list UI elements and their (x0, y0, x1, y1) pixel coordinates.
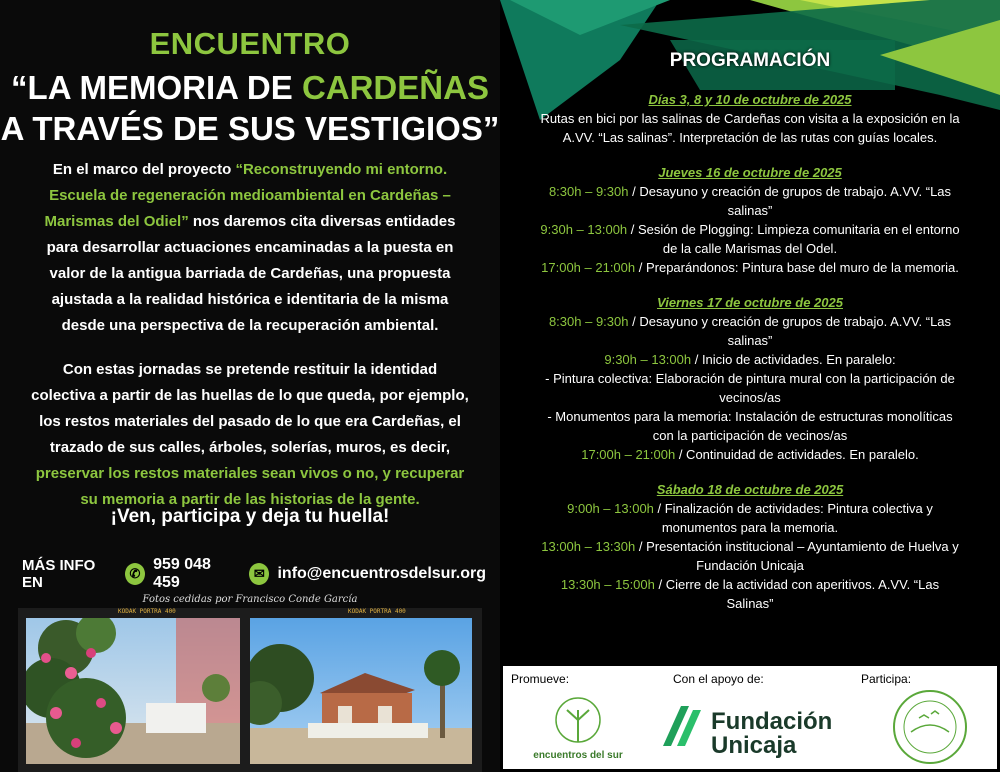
activity: / Finalización de actividades: Pintura colectiva y monumentos para la memoria. (653, 501, 933, 535)
mail-icon: ✉ (249, 563, 269, 585)
schedule-item (540, 220, 960, 258)
schedule-item (540, 499, 960, 537)
eds-logo-text: encuentros del sur (533, 750, 623, 761)
call-to-action: ¡Ven, participa y deja tu huella! (110, 506, 390, 527)
encuentros-del-sur-logo (523, 690, 633, 768)
intro-text (30, 157, 470, 531)
info-label: MÁS INFO EN (22, 557, 96, 591)
schedule-item: - Monumentos para la memoria: Instalación de estructuras monolíticas con la participación de vecinos/as (547, 409, 953, 443)
unicaja-text: Unicaja (711, 732, 797, 759)
activity: / Preparándonos: Pintura base del muro de la memoria. (635, 260, 959, 275)
time-range: 9:30h – 13:00h (604, 352, 692, 367)
contact-info (22, 556, 492, 592)
time-range: 9:30h – 13:00h (540, 222, 628, 237)
time-range: 17:00h – 21:00h (541, 260, 636, 275)
film-label: KODAK PORTRA 400 (348, 608, 406, 615)
right-panel (500, 0, 1000, 772)
film-strip (18, 608, 482, 772)
phone-number[interactable]: 959 048 459 (153, 556, 211, 591)
activity: / Desayuno y creación de grupos de trabajo. A.VV. “Las salinas” (628, 314, 952, 348)
schedule-item (540, 575, 960, 613)
photo-credit: Fotos cedidas por Francisco Conde García (142, 594, 358, 605)
photo-flowers (26, 618, 240, 764)
time-range: 8:30h – 9:30h (548, 184, 629, 199)
intro-paragraph-2 (30, 357, 470, 513)
activity: / Cierre de la actividad con aperitivos. A.VV. “Las Salinas” (654, 577, 940, 611)
intro-part: nos daremos cita diversas entidades para desarrollar actuaciones encaminadas a la puesta en valor de la antigua barriada de Cardeñas, una propuesta ajustada a la realidad histórica e identitaria de la misma desde una perspectiva de la recuperación ambiental. (46, 213, 456, 334)
intro-part: En el marco del proyecto (52, 161, 236, 178)
schedule-item (540, 350, 960, 369)
schedule (540, 90, 960, 613)
email-link[interactable]: info@encuentrosdelsur.org (277, 565, 486, 582)
title-line-2 (0, 69, 500, 107)
phone-icon: ✆ (125, 563, 145, 585)
title-highlight: CARDEÑAS (301, 69, 489, 106)
project-name: “Reconstruyendo mi entorno. Escuela de regeneración medioambiental en Cardeñas – Marismas del Odiel” (44, 161, 451, 230)
day-heading: Viernes 17 de octubre de 2025 (657, 295, 843, 310)
event-label: ENCUENTRO (149, 26, 351, 61)
promueve-label: Promueve: (511, 672, 570, 686)
fundacion-text: Fundación (711, 708, 833, 735)
schedule-item (540, 258, 960, 277)
participa-label: Participa: (861, 672, 912, 686)
activity: / Presentación institucional – Ayuntamiento de Huelva y Fundación Unicaja (635, 539, 959, 573)
time-range: 9:00h – 13:00h (567, 501, 654, 516)
schedule-item (540, 537, 960, 575)
day-heading: Jueves 16 de octubre de 2025 (658, 165, 842, 180)
activity: / Desayuno y creación de grupos de trabajo. A.VV. “Las salinas” (628, 184, 952, 218)
schedule-item (540, 182, 960, 220)
activity: / Inicio de actividades. En paralelo: (691, 352, 896, 367)
time-range: 8:30h – 9:30h (548, 314, 629, 329)
title-line-3: A TRAVÉS DE SUS VESTIGIOS” (0, 110, 500, 147)
day-heading: Sábado 18 de octubre de 2025 (656, 482, 844, 497)
schedule-item: Rutas en bici por las salinas de Cardeñas con visita a la exposición en la A.VV. “Las salinas”. Interpretación de las rutas con guías locales. (540, 111, 960, 145)
schedule-item: - Pintura colectiva: Elaboración de pintura mural con la participación de vecinos/as (545, 371, 955, 405)
intro-part: Con estas jornadas se pretende restituir la identidad colectiva a partir de las huellas de lo que queda, por ejemplo, los restos materiales del pasado de lo que era Cardeñas, el trazado de sus calles, árboles, solerías, muros, es decir, (31, 361, 469, 456)
time-range: 17:00h – 21:00h (581, 447, 676, 462)
intro-highlight: preservar los restos materiales sean vivos o no, y recuperar su memoria a partir de las historias de la gente. (35, 465, 465, 508)
title-part: “LA MEMORIA DE (11, 69, 302, 106)
time-range: 13:00h – 13:30h (541, 539, 636, 554)
schedule-item (540, 445, 960, 464)
apoyo-label: Con el apoyo de: (673, 672, 764, 686)
fundacion-unicaja-icon (663, 706, 703, 746)
avv-las-salinas-seal (891, 688, 969, 766)
intro-paragraph-1 (30, 157, 470, 339)
schedule-item (540, 312, 960, 350)
photo-house (250, 618, 472, 764)
activity: / Sesión de Plogging: Limpieza comunitaria en el entorno de la calle Marismas del Odel. (627, 222, 960, 256)
day-heading: Días 3, 8 y 10 de octubre de 2025 (648, 92, 852, 107)
sponsors-bar (503, 666, 997, 769)
time-range: 13:30h – 15:00h (560, 577, 655, 592)
film-label: KODAK PORTRA 400 (118, 608, 176, 615)
program-title: PROGRAMACIÓN (669, 50, 831, 71)
activity: / Continuidad de actividades. En paralelo. (675, 447, 919, 462)
